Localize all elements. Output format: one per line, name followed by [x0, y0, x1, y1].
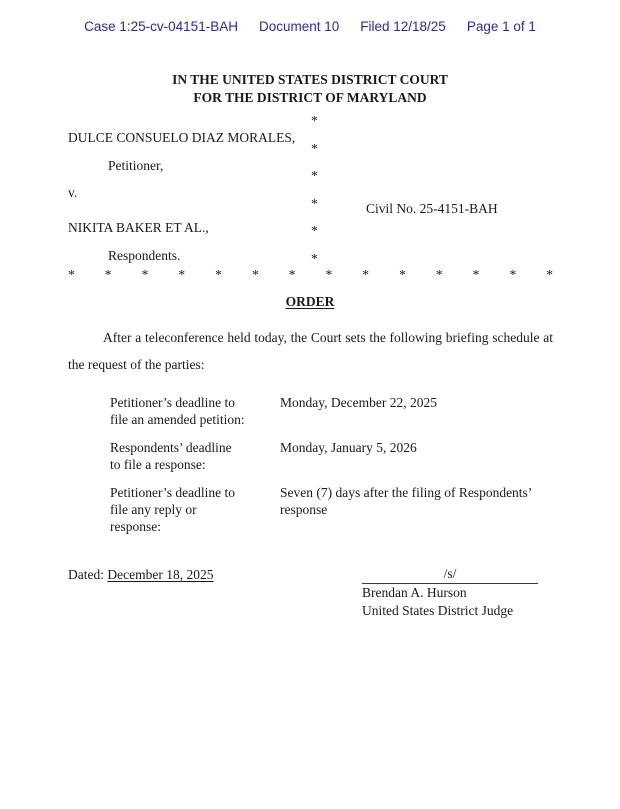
caption-asterisk: * [311, 196, 318, 211]
dated-value: December 18, 2025 [107, 567, 214, 582]
versus-label: v. [68, 185, 78, 200]
schedule-row-value [280, 484, 532, 535]
schedule-row-label [110, 484, 280, 535]
respondent-name: NIKITA BAKER ET AL., [68, 220, 209, 235]
judge-title: United States District Judge [362, 603, 514, 618]
case-caption [68, 112, 553, 268]
signature-block [362, 566, 538, 620]
court-title [0, 71, 620, 107]
schedule-label-line: file an amended petition: [110, 412, 245, 427]
ecf-filed-date: Filed 12/18/25 [360, 19, 446, 34]
ecf-stamp-header [0, 19, 620, 34]
court-title-line2: FOR THE DISTRICT OF MARYLAND [193, 90, 427, 105]
schedule-value-line: Seven (7) days after the filing of Respondents’ [280, 485, 533, 500]
schedule-row-label [110, 394, 280, 428]
schedule-value-line: response [280, 502, 328, 517]
caption-asterisk: * [311, 141, 318, 156]
schedule-label-line: file any reply or [110, 502, 197, 517]
schedule-value-line: Monday, December 22, 2025 [280, 395, 437, 410]
civil-case-number: Civil No. 25-4151-BAH [366, 201, 498, 216]
ecf-page-number: Page 1 of 1 [466, 19, 536, 34]
caption-asterisk: * [311, 113, 318, 128]
caption-asterisk: * [311, 223, 318, 238]
order-heading [0, 294, 620, 310]
schedule-row-response [110, 439, 620, 473]
ecf-document-number: Document 10 [258, 19, 340, 34]
schedule-label-line: to file a response: [110, 457, 206, 472]
briefing-schedule [110, 394, 620, 535]
schedule-row-label [110, 439, 280, 473]
dated-label: Dated: [68, 567, 104, 582]
schedule-row-reply [110, 484, 620, 535]
judge-name: Brendan A. Hurson [362, 585, 467, 600]
order-body-paragraph: After a teleconference held today, the Court sets the following briefing schedule at the request of the parties: [68, 330, 553, 372]
petitioner-name: DULCE CONSUELO DIAZ MORALES, [68, 130, 296, 145]
schedule-row-value [280, 394, 437, 428]
schedule-row-amended-petition [110, 394, 620, 428]
dated-line [68, 566, 213, 584]
asterisk-separator-row: * * * * * * * * * * * * * * [68, 267, 553, 282]
court-title-line1: IN THE UNITED STATES DISTRICT COURT [172, 72, 448, 87]
schedule-label-line: Petitioner’s deadline to [110, 485, 235, 500]
caption-asterisk: * [311, 251, 318, 266]
schedule-label-line: Respondents’ deadline [110, 440, 232, 455]
schedule-label-line: Petitioner’s deadline to [110, 395, 235, 410]
petitioner-role: Petitioner, [108, 158, 164, 173]
order-heading-text: ORDER [285, 294, 335, 309]
signature-area [68, 566, 553, 620]
schedule-row-value [280, 439, 417, 473]
electronic-signature-line: /s/ [362, 566, 538, 584]
schedule-value-line: Monday, January 5, 2026 [280, 440, 417, 455]
respondent-role: Respondents. [108, 248, 181, 263]
ecf-case-number: Case 1:25-cv-04151-BAH [84, 19, 238, 34]
caption-asterisk: * [311, 168, 318, 183]
schedule-label-line: response: [110, 519, 161, 534]
